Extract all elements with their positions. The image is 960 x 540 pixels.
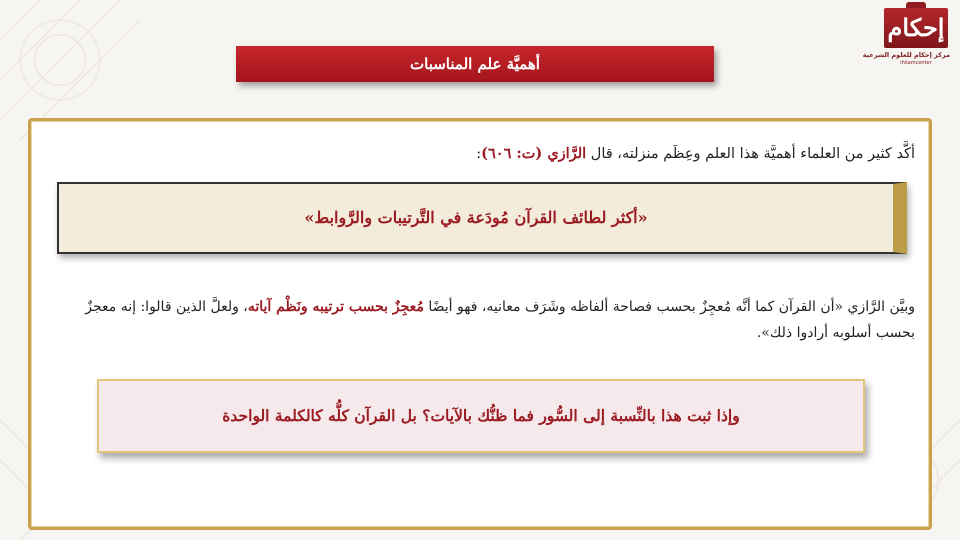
logo-mark: إحكام	[884, 8, 948, 48]
logo-subtitle: مركز إحكام للعلوم الشرعية	[862, 51, 950, 59]
question-box	[97, 379, 865, 453]
brand-logo	[862, 8, 950, 70]
intro-before: أكَّد كثير من العلماء أهميَّة هذا العلم وعِظَم منزلته، قال	[586, 146, 915, 162]
intro-razi: الرَّازي (ت: ٦٠٦)	[481, 145, 587, 162]
page-title: أهميَّة علم المناسبات	[236, 46, 714, 82]
intro-text	[55, 145, 915, 162]
quote-box	[57, 182, 907, 254]
quote-text: «أكثر لطائف القرآن مُودَعة في التَّرتيبات والرَّوابط»	[304, 208, 648, 227]
para-highlight: مُعجِزٌ بحسب ترتيبه ونَظْم آياته	[247, 299, 424, 315]
para-part1: وبيَّن الرَّازي «أن القرآن كما أنَّه مُعجِزٌ بحسب فصاحة ألفاظه وشَرَف معانيه، فهو أيضًا	[423, 299, 915, 315]
logo-tagline: ihkamcenter	[900, 60, 932, 66]
question-text: وإذا ثبت هذا بالنِّسبة إلى السُّور فما ظنُّك بالآيات؟ بل القرآن كلُّه كالكلمة الواحدة	[222, 406, 740, 425]
intro-after: :	[476, 146, 482, 162]
explanation-paragraph	[45, 294, 915, 346]
content-card	[28, 118, 932, 530]
para-part2: ، ولعلَّ الذين قالوا: إنه معجزٌ بحسب أسلوبه أرادوا ذلك».	[85, 299, 915, 341]
